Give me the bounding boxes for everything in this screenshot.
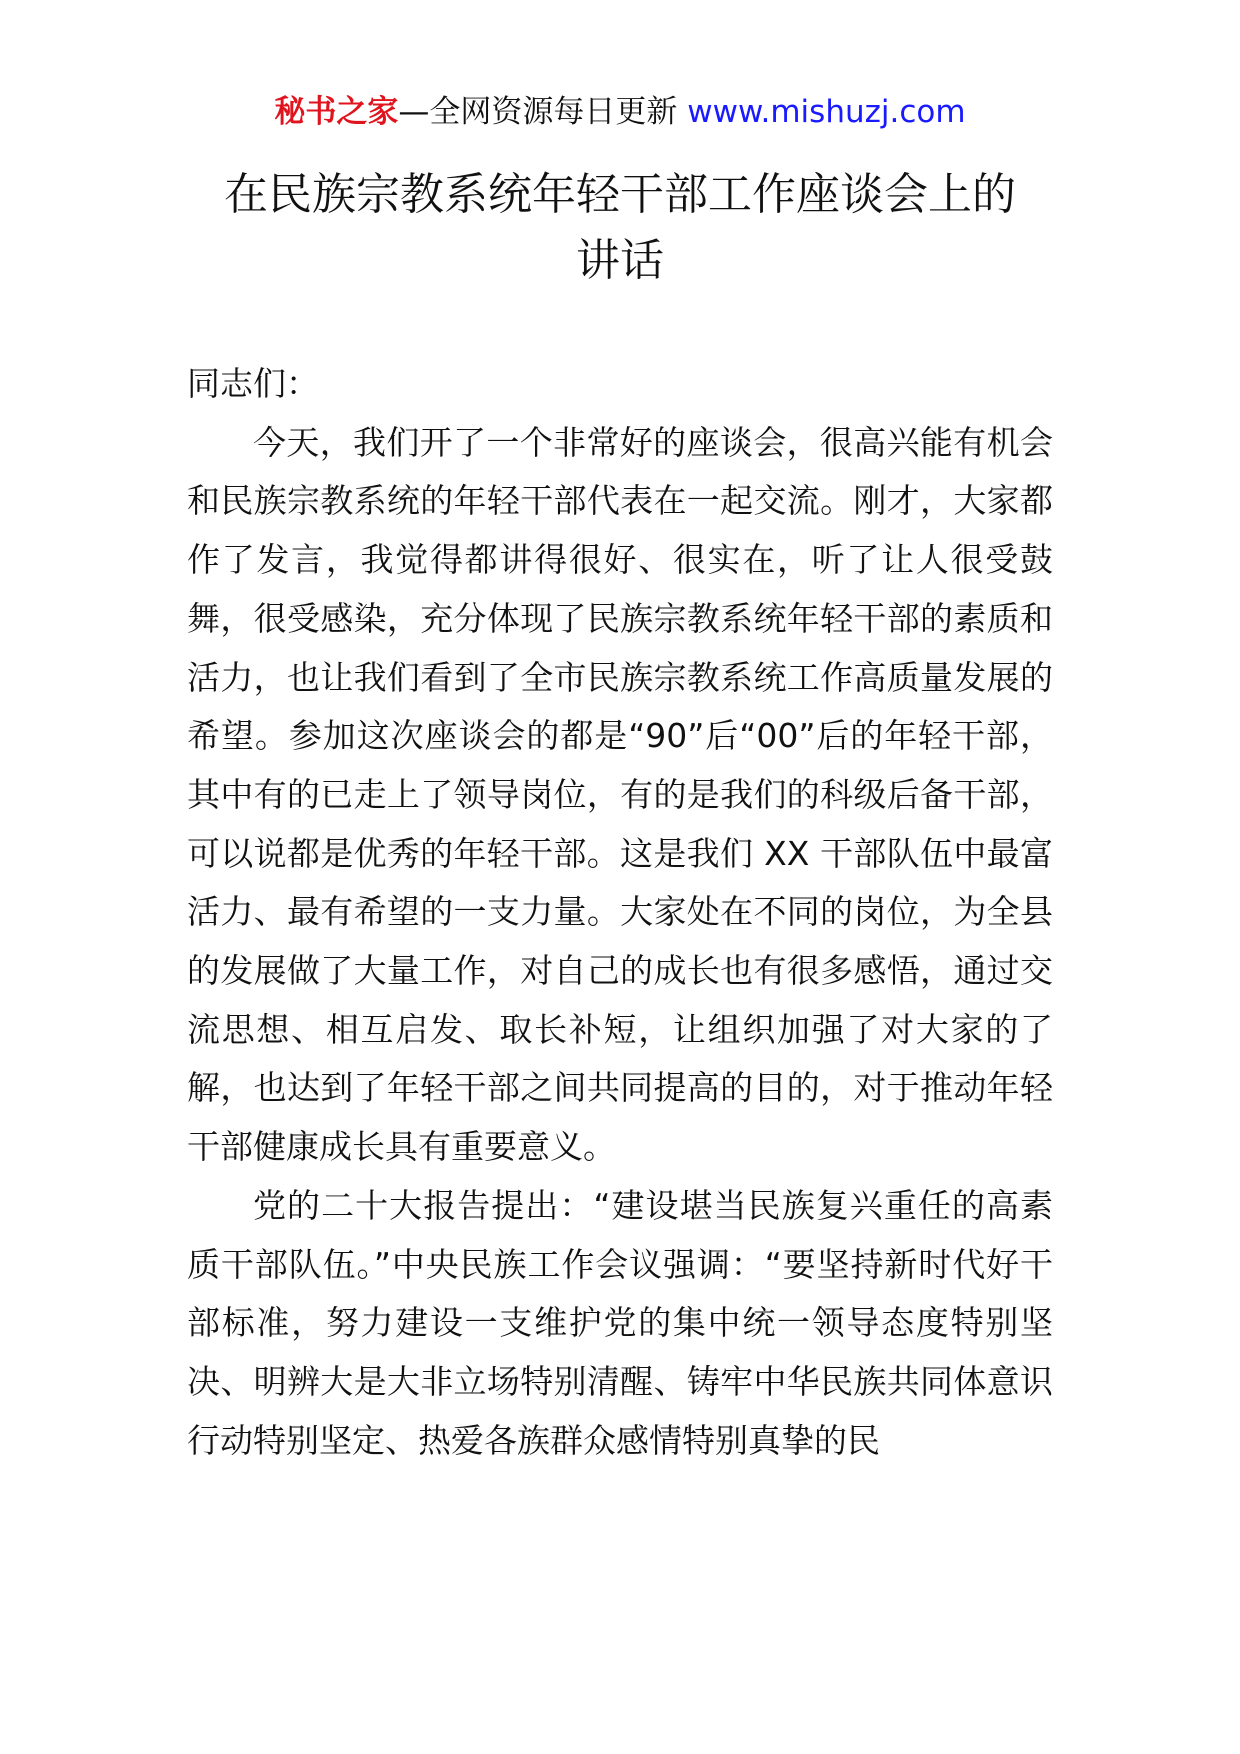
brand-name: 秘书之家 [274, 94, 399, 130]
site-header [0, 92, 1240, 132]
paragraph-2: 党的二十大报告提出：“建设堪当民族复兴重任的高素质干部队伍。”中央民族工作会议强调：“要坚持新时代好干部标准，努力建设一支维护党的集中统一领导态度特别坚决、明辨大是大非立场特别清醒、铸牢中华民族共同体意识行动特别坚定、热爱各族群众感情特别真挚的民 [187, 1185, 1053, 1460]
salutation: 同志们： [187, 364, 319, 403]
document-body [187, 355, 1053, 1470]
header-tagline: —全网资源每日更新 [398, 94, 688, 130]
title-line-1: 在民族宗教系统年轻干部工作座谈会上的 [224, 169, 1016, 220]
site-url-link[interactable]: www.mishuzj.com [687, 94, 966, 130]
paragraph-1: 今天，我们开了一个非常好的座谈会，很高兴能有机会和民族宗教系统的年轻干部代表在一起交流。刚才，大家都作了发言，我觉得都讲得很好、很实在，听了让人很受鼓舞，很受感染，充分体现了民族宗教系统年轻干部的素质和活力，也让我们看到了全市民族宗教系统工作高质量发展的希望。参加这次座谈会的都是“90”后“00”后的年轻干部，其中有的已走上了领导岗位，有的是我们的科级后备干部，可以说都是优秀的年轻干部。这是我们 XX 干部队伍中最富活力、最有希望的一支力量。大家处在不同的岗位，为全县的发展做了大量工作，对自己的成长也有很多感悟，通过交流思想、相互启发、取长补短，让组织加强了对大家的了解，也达到了年轻干部之间共同提高的目的，对于推动年轻干部健康成长具有重要意义。 [187, 422, 1053, 1167]
document-title [0, 162, 1240, 294]
title-line-2: 讲话 [576, 235, 664, 286]
